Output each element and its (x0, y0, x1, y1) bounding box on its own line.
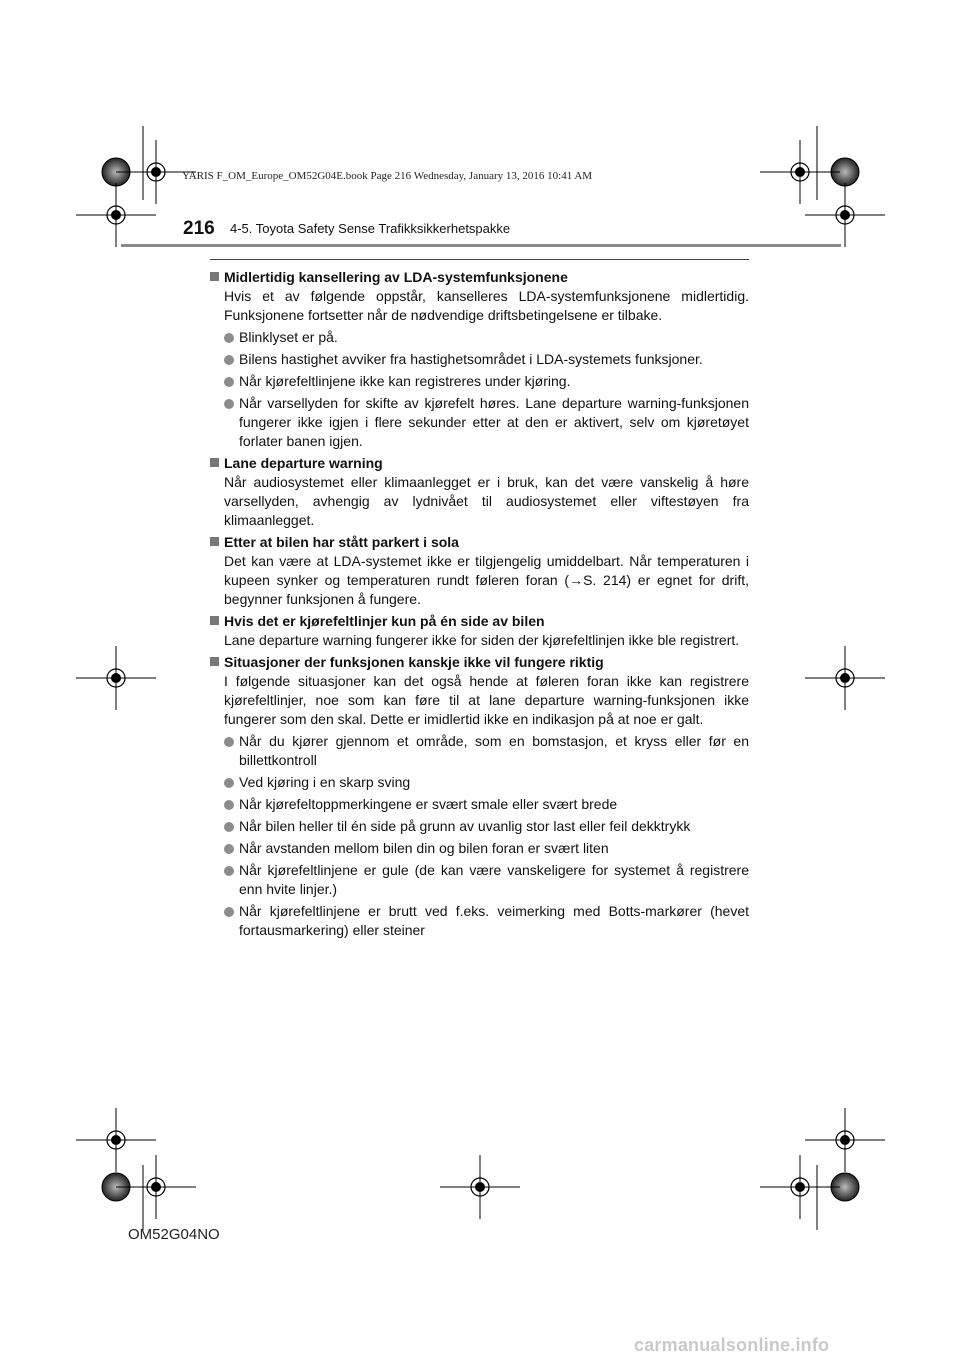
round-bullet-icon (224, 907, 234, 917)
list-item: Når kjørefeltlinjene ikke kan registreres under kjøring. (210, 372, 749, 391)
round-bullet-icon (224, 377, 234, 387)
section-paragraph: Det kan være at LDA-systemet ikke er tilgjengelig umiddelbart. Når temperaturen i kupeen synker og temperaturen rundt føleren foran (→S. 214) er egnet for drift, begynner funksjonen å fungere. (224, 553, 749, 607)
section-title: 4-5. Toyota Safety Sense Trafikksikkerhetspakke (230, 221, 511, 236)
book-file-info: YARIS F_OM_Europe_OM52G04E.book Page 216 Wednesday, January 13, 2016 10:41 AM (182, 170, 593, 182)
section-paragraph: Lane departure warning fungerer ikke for siden der kjørefeltlinjen ikke ble registrert. (224, 632, 740, 648)
square-bullet-icon (210, 272, 219, 281)
section-heading: Situasjoner der funksjonen kanskje ikke vil fungere riktig (210, 653, 749, 672)
list-item: Blinklyset er på. (210, 328, 749, 347)
square-bullet-icon (210, 616, 219, 625)
list-item: Når avstanden mellom bilen din og bilen foran er svært liten (210, 839, 749, 858)
section-paragraph: Hvis et av følgende oppstår, kanselleres LDA-systemfunksjonene midlertidig. Funksjonene fortsetter når de nødvendige driftsbetingelsene er tilbake. (224, 288, 749, 323)
document-code: OM52G04NO (128, 1226, 220, 1243)
square-bullet-icon (210, 458, 219, 467)
round-bullet-icon (224, 844, 234, 854)
list-item: Når kjørefeltoppmerkingene er svært smale eller svært brede (210, 795, 749, 814)
square-bullet-icon (210, 537, 219, 546)
content-top-rule (210, 259, 749, 260)
section-heading: Etter at bilen har stått parkert i sola (210, 533, 749, 552)
list-item: Ved kjøring i en skarp sving (210, 773, 749, 792)
page-content (210, 265, 749, 940)
watermark: carmanualsonline.info (634, 1335, 830, 1355)
round-bullet-icon (224, 822, 234, 832)
list-item: Når kjørefeltlinjene er gule (de kan være vanskeligere for systemet å registrere enn hvite linjer.) (210, 861, 749, 899)
round-bullet-icon (224, 333, 234, 343)
section-paragraph: I følgende situasjoner kan det også hende at føleren foran ikke kan registrere kjørefeltlinjer, noe som kan føre til at lane departure warning-funksjonen ikke fungerer som den skal. Dette er imidlertid ikke en indikasjon på at noe er galt. (224, 673, 749, 727)
round-bullet-icon (224, 355, 234, 365)
round-bullet-icon (224, 399, 234, 409)
list-item: Når kjørefeltlinjene er brutt ved f.eks. veimerking med Botts-markører (hevet fortausmarkering) eller steiner (210, 902, 749, 940)
square-bullet-icon (210, 657, 219, 666)
list-item: Når bilen heller til én side på grunn av uvanlig stor last eller feil dekktrykk (210, 817, 749, 836)
round-bullet-icon (224, 778, 234, 788)
header-rule (121, 244, 841, 247)
section-heading: Hvis det er kjørefeltlinjer kun på én side av bilen (210, 612, 749, 631)
section-heading: Midlertidig kansellering av LDA-systemfunksjonene (210, 268, 749, 287)
section-heading: Lane departure warning (210, 454, 749, 473)
list-item: Når varsellyden for skifte av kjørefelt høres. Lane departure warning-funksjonen fungerer ikke igjen i flere sekunder etter at den er aktivert, selv om kjøretøyet forlater banen igjen. (210, 394, 749, 451)
round-bullet-icon (224, 800, 234, 810)
list-item: Når du kjører gjennom et område, som en bomstasjon, et kryss eller før en billettkontroll (210, 732, 749, 770)
page-number: 216 (183, 218, 215, 239)
list-item: Bilens hastighet avviker fra hastighetsområdet i LDA-systemets funksjoner. (210, 350, 749, 369)
round-bullet-icon (224, 866, 234, 876)
section-paragraph: Når audiosystemet eller klimaanlegget er i bruk, kan det være vanskelig å høre varsellyden, avhengig av lydnivået til audiosystemet eller viftestøyen fra klimaanlegget. (224, 474, 749, 528)
round-bullet-icon (224, 737, 234, 747)
